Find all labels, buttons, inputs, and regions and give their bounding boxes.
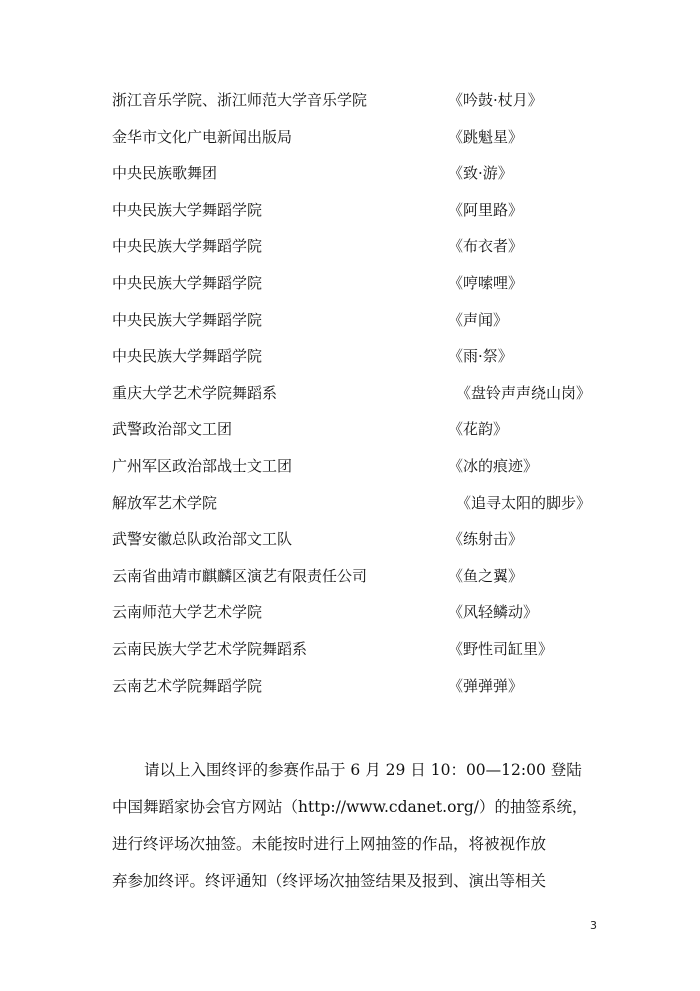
list-item [112,163,612,200]
work-title: 《鱼之翼》 [448,566,524,585]
organization-name: 广州军区政治部战士文工团 [112,456,293,475]
organization-name: 中央民族大学舞蹈学院 [112,347,263,366]
organization-name: 中央民族歌舞团 [112,164,218,183]
organization-name: 云南省曲靖市麒麟区演艺有限责任公司 [112,566,368,585]
list-item [112,529,612,566]
organization-name: 武警安徽总队政治部文工队 [112,530,293,549]
work-title: 《跳魁星》 [448,127,524,146]
work-title: 《练射击》 [448,530,524,549]
notice-line: 弃参加终评。终评通知（终评场次抽签结果及报到、演出等相关 [112,872,547,890]
list-item [112,383,612,420]
work-title: 《追寻太阳的脚步》 [456,493,592,512]
organization-name: 云南师范大学艺术学院 [112,603,263,622]
work-title: 《风轻鳞动》 [448,603,539,622]
list-item [112,639,612,676]
work-title: 《吟鼓·杖月》 [448,91,543,109]
notice-line: 中国舞蹈家协会官方网站（http://www.cdanet.org/）的抽签系统， [112,798,588,816]
list-item [112,493,612,530]
finalist-list [112,90,612,712]
organization-name: 中央民族大学舞蹈学院 [112,200,263,219]
organization-name: 中央民族大学舞蹈学院 [112,273,263,292]
organization-name: 浙江音乐学院、浙江师范大学音乐学院 [112,91,368,109]
list-item [112,200,612,237]
list-item [112,273,612,310]
list-item [112,90,612,127]
organization-name: 武警政治部文工团 [112,420,233,439]
work-title: 《野性司缸里》 [448,639,554,658]
work-title: 《阿里路》 [448,200,524,219]
work-title: 《弹弹弹》 [448,676,524,695]
list-item [112,346,612,383]
list-item [112,566,612,603]
list-item [112,236,612,273]
organization-name: 中央民族大学舞蹈学院 [112,310,263,329]
notice-line: 请以上入围终评的参赛作品于 6 月 29 日 10：00—12:00 登陆 [144,761,582,779]
organization-name: 金华市文化广电新闻出版局 [112,127,293,146]
work-title: 《布衣者》 [448,237,524,256]
work-title: 《致·游》 [448,164,513,183]
organization-name: 重庆大学艺术学院舞蹈系 [112,383,278,402]
list-item [112,456,612,493]
list-item [112,419,612,456]
work-title: 《雨·祭》 [448,347,513,366]
organization-name: 云南艺术学院舞蹈学院 [112,676,263,695]
organization-name: 云南民族大学艺术学院舞蹈系 [112,639,308,658]
work-title: 《冰的痕迹》 [448,456,539,475]
work-title: 《声闻》 [448,310,509,329]
list-item [112,602,612,639]
notice-paragraph [112,752,612,900]
list-item [112,676,612,713]
notice-line: 进行终评场次抽签。未能按时进行上网抽签的作品，将被视作放 [112,835,547,853]
work-title: 《哼嗦哩》 [448,273,524,292]
work-title: 《盘铃声声绕山岗》 [456,383,592,402]
organization-name: 中央民族大学舞蹈学院 [112,237,263,256]
list-item [112,310,612,347]
page-number: 3 [590,919,597,932]
work-title: 《花韵》 [448,420,509,439]
list-item [112,127,612,164]
organization-name: 解放军艺术学院 [112,493,218,512]
